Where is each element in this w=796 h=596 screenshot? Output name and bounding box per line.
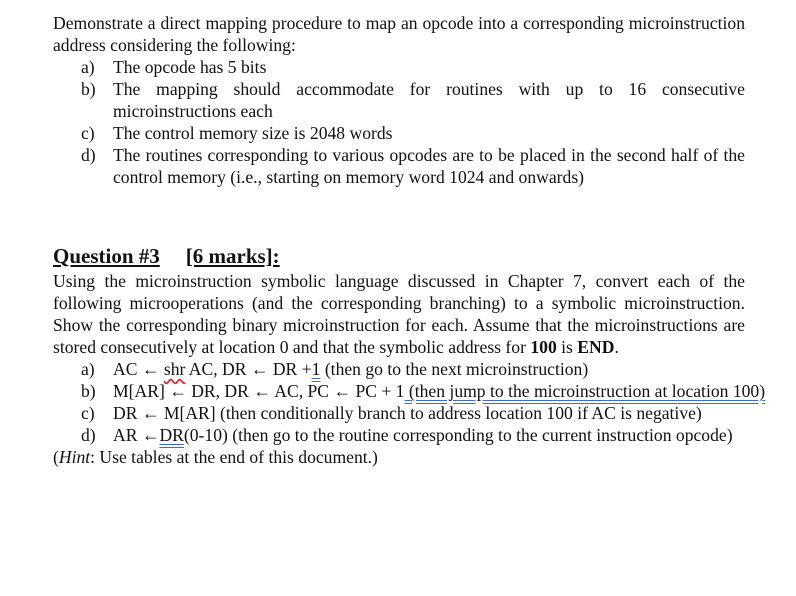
question-2: [53, 12, 745, 188]
question-title: Question #3: [53, 244, 160, 268]
q2-item-d: d) The routines corresponding to various opcodes are to be placed in the second half of the control memory (i.e., starting on memory word 1024 and onwards): [81, 145, 745, 187]
q2-intro: Demonstrate a direct mapping procedure to map an opcode into a corresponding microinstruction address considering the following:: [53, 13, 745, 55]
q2-item-a: a) The opcode has 5 bits: [81, 57, 267, 77]
question-marks: [6 marks]:: [185, 244, 280, 268]
q3-item-c: c) DR ← M[AR] (then conditionally branch to address location 100 if AC is negative): [81, 403, 702, 423]
q2-item-b: b) The mapping should accommodate for routines with up to 16 consecutive microinstructions each: [81, 79, 745, 121]
question-3: [53, 270, 766, 468]
q3-item-b: b) M[AR] ← DR, DR ← AC, PC ← PC + 1 (then jump to the microinstruction at location 100): [81, 381, 766, 401]
q3-item-d: d) AR ←DR(0-10) (then go to the routine corresponding to the current instruction opcode): [81, 425, 733, 445]
grammar-check-flag: (then jump to the microinstruction at location 100): [404, 381, 766, 401]
q3-intro: Using the microinstruction symbolic language discussed in Chapter 7, convert each of the following microoperations (and the corresponding branching) to a symbolic microinstruction. Show the corresponding binary microinstruction for each. Assume that the microinstructions are stored consecutively at location 0 and that the symbolic address for 100 is END.: [53, 271, 745, 357]
grammar-check-flag: 1: [311, 359, 321, 379]
spell-check-flag: shr: [163, 359, 186, 379]
q3-item-a: a) AC ← shr AC, DR ← DR +1 (then go to the next microinstruction): [81, 359, 589, 379]
q2-item-c: c) The control memory size is 2048 words: [81, 123, 393, 143]
question-3-heading: [53, 243, 745, 269]
q3-hint: (Hint: Use tables at the end of this document.): [53, 447, 378, 467]
grammar-check-flag: DR: [159, 425, 184, 445]
